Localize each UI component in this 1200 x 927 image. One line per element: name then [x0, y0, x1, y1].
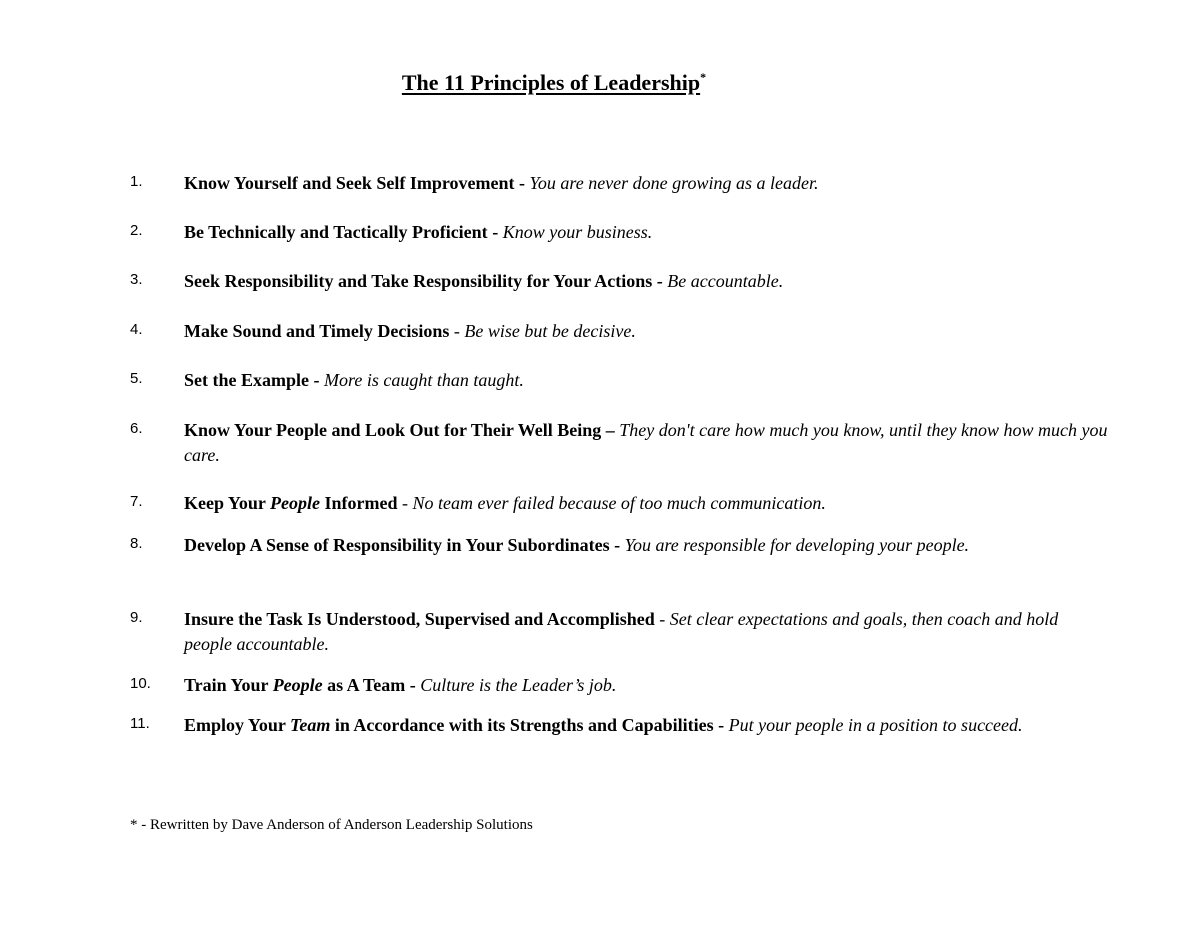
- principle-description: Be accountable.: [667, 271, 784, 291]
- principle-heading: Seek Responsibility and Take Responsibility for Your Actions: [184, 271, 653, 291]
- principle-heading: Team: [290, 715, 331, 735]
- principle-number: 11.: [130, 715, 150, 732]
- principle-separator: -: [713, 715, 729, 735]
- principle-heading: Know Your People and Look Out for Their Well Being: [184, 420, 602, 440]
- principle-heading: Make Sound and Timely Decisions: [184, 321, 450, 341]
- principle-description: Put your people in a position to succeed.: [728, 715, 1023, 735]
- title-text: The 11 Principles of Leadership: [401, 70, 701, 95]
- principle-text: [184, 418, 1109, 468]
- principle-description: No team ever failed because of too much communication.: [412, 493, 826, 513]
- principle-separator: -: [609, 535, 625, 555]
- principle-description: You are responsible for developing your people.: [624, 535, 970, 555]
- principle-description: You are never done growing as a leader.: [529, 173, 819, 193]
- principle-heading: People: [272, 675, 323, 695]
- principle-description: Culture is the Leader’s job.: [420, 675, 617, 695]
- principle-text: [184, 319, 1109, 344]
- principle-number: 10.: [130, 675, 151, 692]
- principle-number: 5.: [130, 370, 143, 387]
- principle-heading: Set the Example: [184, 370, 309, 390]
- principle-separator: -: [449, 321, 465, 341]
- principle-description: Set clear expectations and goals, then coach and hold people accountable.: [184, 609, 1059, 654]
- footnote: * - Rewritten by Dave Anderson of Anderson Leadership Solutions: [130, 817, 533, 833]
- principle-text: [184, 673, 1109, 698]
- principle-text: [184, 220, 1109, 245]
- principle-separator: -: [309, 370, 324, 390]
- principle-heading: Train Your: [184, 675, 273, 695]
- principle-text: [184, 269, 1109, 294]
- principle-separator: -: [397, 493, 413, 513]
- principle-number: 2.: [130, 222, 143, 239]
- principle-text: [184, 533, 1109, 558]
- principle-number: 1.: [130, 173, 143, 190]
- principle-description: They don't care how much you know, until they know how much you care.: [184, 420, 1108, 465]
- principle-text: [184, 607, 1109, 657]
- principle-text: [184, 491, 1109, 516]
- principle-separator: -: [654, 609, 670, 629]
- principle-separator: -: [514, 173, 530, 193]
- principle-heading: Keep Your: [184, 493, 271, 513]
- principle-number: 8.: [130, 535, 143, 552]
- principle-number: 9.: [130, 609, 143, 626]
- principle-text: [184, 171, 1109, 196]
- principle-number: 4.: [130, 321, 143, 338]
- principle-heading: Informed: [320, 493, 398, 513]
- principle-heading: in Accordance with its Strengths and Capabilities: [330, 715, 714, 735]
- principle-text: [184, 368, 1109, 393]
- principle-number: 3.: [130, 271, 143, 288]
- principle-separator: -: [652, 271, 668, 291]
- principle-description: More is caught than taught.: [324, 370, 524, 390]
- principle-heading: Insure the Task Is Understood, Supervised and Accomplished: [184, 609, 655, 629]
- principle-description: Be wise but be decisive.: [464, 321, 636, 341]
- principle-separator: -: [405, 675, 421, 695]
- principle-heading: Employ Your: [184, 715, 291, 735]
- principle-heading: Be Technically and Tactically Proficient: [184, 222, 488, 242]
- principle-number: 6.: [130, 420, 143, 437]
- principle-separator: -: [487, 222, 503, 242]
- principle-text: [184, 713, 1109, 738]
- principle-description: Know your business.: [502, 222, 653, 242]
- page-title: [0, 70, 1108, 96]
- principle-separator: –: [601, 420, 620, 440]
- principle-heading: Know Yourself and Seek Self Improvement: [184, 173, 515, 193]
- principle-heading: People: [270, 493, 320, 513]
- principle-heading: as A Team: [322, 675, 406, 695]
- principle-heading: Develop A Sense of Responsibility in Your Subordinates: [184, 535, 610, 555]
- principle-number: 7.: [130, 493, 143, 510]
- title-footnote-mark: *: [700, 70, 707, 84]
